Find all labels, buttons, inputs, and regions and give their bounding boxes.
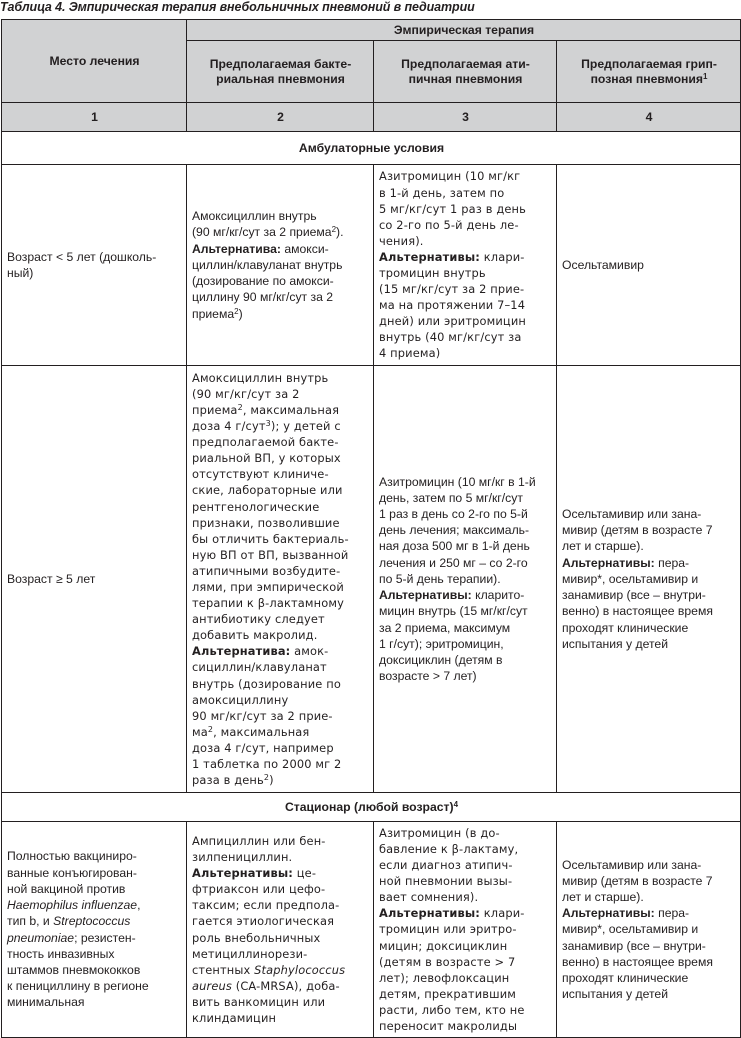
section-inpatient: Стационар (любой возраст)$^4$ <box>2 793 741 822</box>
header-atypical: Предполагаемая ати- пичная пневмония <box>374 41 557 103</box>
column-number-2: 2 <box>187 103 374 132</box>
header-empirical-therapy: Эмпирическая терапия <box>187 20 741 41</box>
row-under5-place: Возраст < 5 лет (дошколь- ный) <box>2 165 187 366</box>
row-inpatient-bacterial: Ампициллин или бен- зилпенициллин. Альтернативы: це- фтриаксон или цефо- таксим; если предпола- гается этиологическая роль внебольничных метициллинорези- стентных Staphylococcus aureus (CA-MRSA), доба- вить ванкомицин или клиндамицин <box>187 822 374 1038</box>
row-under5-atypical: Азитромицин (10 мг/кг в 1-й день, затем по 5 мг/кг/сут 1 раз в день со 2-го по 5-й день ле- чения). Альтернативы: клари- тромицин внутрь (15 мг/кг/сут за 2 прие- ма на протяжении 7–14 дней) или эритромицин внутрь (40 мг/кг/сут за 4 приема) <box>374 165 557 366</box>
header-bacterial: Предполагаемая бакте- риальная пневмония <box>187 41 374 103</box>
row-inpatient-place: Полностью вакциниро- ванные конъюгирован- ной вакциной против Haemophilus influenzae, тип b, и Streptococcus pneumoniae; резистен- тность инвазивных штаммов пневмококков к пенициллину в регионе минимальная <box>2 822 187 1038</box>
row-under5-bacterial: Амоксициллин внутрь (90 мг/кг/сут за 2 приема$^2$). Альтернатива: амокси- циллин/клавуланат внутрь (дозирование по амокси- циллину 90 мг/кг/сут за 2 приема$^2$) <box>187 165 374 366</box>
header-influenza-footnote: 1 <box>703 71 708 81</box>
row-inpatient-atypical: Азитромицин (в до- бавление к β-лактаму, если диагноз атипич- ной пневмонии вызы- вает сомнения). Альтернативы: клари- тромицин или эритро- мицин; доксициклин (детям в возрасте > 7 лет); левофлоксацин детям, прекратившим расти, либо тем, кто не переносит макролиды <box>374 822 557 1038</box>
column-number-4: 4 <box>557 103 741 132</box>
column-number-1: 1 <box>2 103 187 132</box>
row-over5-place: Возраст ≥ 5 лет <box>2 366 187 793</box>
row-over5-bacterial: Амоксициллин внутрь (90 мг/кг/сут за 2 приема$^2$, максимальная доза 4 г/сут$^3$); у детей с предполагаемой бакте- риальной ВП, у которых отсутствуют клиниче- ские, лабораторные или рентгенологические признаки, позволившие бы отличить бактериаль- ную ВП от ВП, вызванной атипичными возбудите- лями, при эмпирической терапии к β-лактамному антибиотику следует добавить макролид. Альтернатива: амок- сициллин/клавуланат внутрь (дозирование по амоксициллину 90 мг/кг/сут за 2 прие- $ма^2$, максимальная доза 4 г/сут, например 1 таблетка по 2000 мг 2 раза в день$^2$) <box>187 366 374 793</box>
row-inpatient-influenza: Осельтамивир или зана- мивир (детям в возрасте 7 лет и старше). Альтернативы: пера- мивир*, осельтамивир и занамивир (все – внутри- венно) в настоящее время проходят клинические испытания у детей <box>557 822 741 1038</box>
header-influenza-text: Предполагаемая грип- позная пневмония <box>581 56 717 86</box>
table-caption: Таблица 4. Эмпирическая терапия внебольничных пневмоний в педиатрии <box>0 0 475 14</box>
row-over5-atypical: Азитромицин (10 мг/кг в 1-й день, затем по 5 мг/кг/сут 1 раз в день со 2-го по 5-й день лечения; максималь- ная доза 500 мг в 1-й день лечения и 250 мг – со 2-го по 5-й день терапии). Альтернативы: кларито- мицин внутрь (15 мг/кг/сут за 2 приема, максимум 1 г/сут); эритромицин, доксициклин (детям в возрасте > 7 лет) <box>374 366 557 793</box>
header-influenza <box>557 41 741 103</box>
row-under5-influenza: Осельтамивир <box>557 165 741 366</box>
header-place: Место лечения <box>2 20 187 103</box>
column-number-3: 3 <box>374 103 557 132</box>
section-outpatient: Амбулаторные условия <box>2 132 741 165</box>
row-over5-influenza: Осельтамивир или зана- мивир (детям в возрасте 7 лет и старше). Альтернативы: пера- мивир*, осельтамивир и занамивир (все – внутри- венно) в настоящее время проходят клинические испытания у детей <box>557 366 741 793</box>
empirical-therapy-table <box>1 19 741 1038</box>
